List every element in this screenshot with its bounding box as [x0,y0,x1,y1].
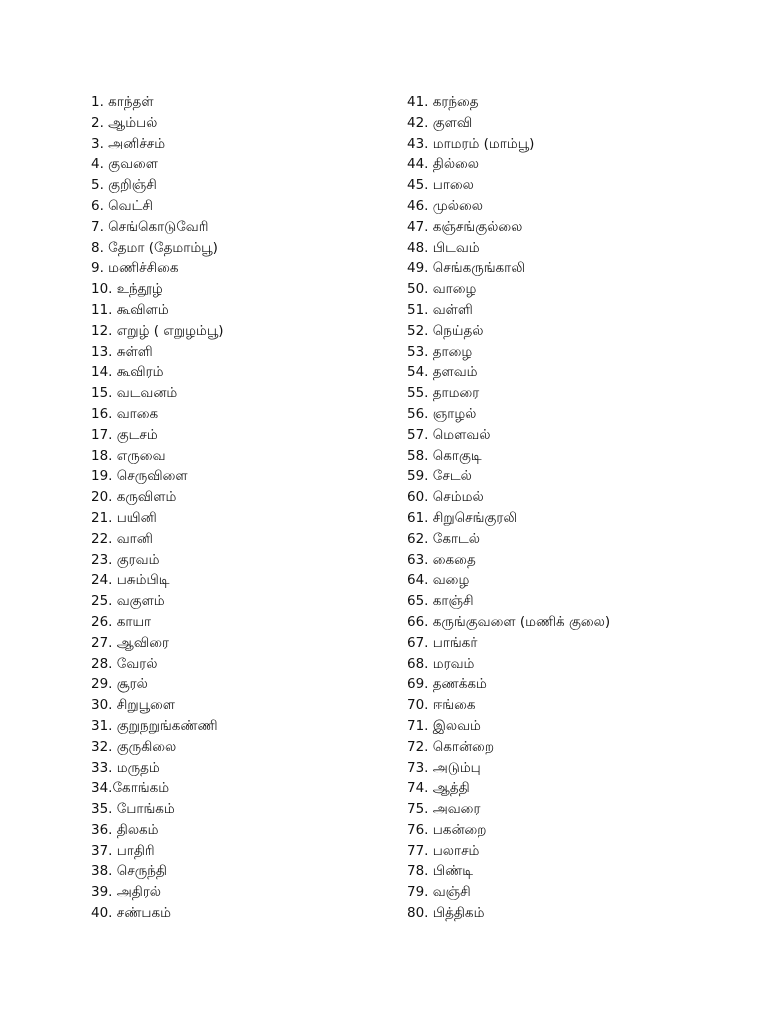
flower-list-item: 21. பயினி [91,509,157,526]
flower-list-item: 69. தணக்கம் [407,676,487,693]
flower-list-item: 14. கூவிரம் [91,364,164,381]
flower-list-item: 52. நெய்தல் [407,322,484,339]
flower-list-item: 29. சூரல் [91,676,148,693]
flower-list-item: 30. சிறுபூளை [91,697,175,714]
flower-list-item: 36. திலகம் [91,821,159,838]
flower-list-item: 59. சேடல் [407,468,472,485]
flower-list-item: 7. செங்கொடுவேரி [91,218,209,235]
flower-list-item: 31. குறுநறுங்கண்ணி [91,717,218,734]
flower-list-right-column [407,92,610,924]
flower-list-item: 56. ஞாழல் [407,405,477,422]
flower-list-item: 10. உந்தூழ் [91,281,163,298]
flower-list-item: 74. ஆத்தி [407,780,470,797]
flower-list-item: 13. சுள்ளி [91,343,153,360]
flower-list-item: 15. வடவனம் [91,385,178,402]
flower-list-item: 46. முல்லை [407,197,483,214]
flower-list-item: 26. காயா [91,613,152,630]
flower-list-item: 61. சிறுசெங்குரலி [407,509,518,526]
flower-list-item: 77. பலாசம் [407,842,480,859]
flower-list-item: 50. வாழை [407,281,477,298]
flower-list-item: 32. குருகிலை [91,738,177,755]
flower-list-item: 27. ஆவிரை [91,634,169,651]
flower-list-item: 79. வஞ்சி [407,884,471,901]
flower-list-item: 34.கோங்கம் [91,780,170,797]
flower-list-item: 8. தேமா (தேமாம்பூ) [91,239,218,256]
flower-list-item: 49. செங்கருங்காலி [407,260,525,277]
flower-list-item: 39. அதிரல் [91,884,162,901]
flower-list-item: 33. மருதம் [91,759,160,776]
flower-list-item: 20. கருவிளம் [91,489,177,506]
flower-list-item: 28. வேரல் [91,655,158,672]
flower-list-item: 6. வெட்சி [91,197,153,214]
flower-list-item: 12. எறுழ் ( எறுழம்பூ) [91,322,224,339]
flower-list-item: 23. குரவம் [91,551,160,568]
flower-list-item: 70. ஈங்கை [407,697,476,714]
flower-list-item: 18. எருவை [91,447,166,464]
flower-list-item: 37. பாதிரி [91,842,155,859]
flower-list-item: 71. இலவம் [407,717,481,734]
flower-list-item: 55. தாமரை [407,385,480,402]
flower-list-item: 41. கரந்தை [407,94,479,110]
flower-list-item: 75. அவரை [407,801,481,818]
flower-list-item: 45. பாலை [407,177,474,194]
flower-list-item: 65. காஞ்சி [407,593,474,610]
flower-list-item: 22. வானி [91,530,153,547]
flower-list-left-column [91,92,224,924]
flower-list-item: 44. தில்லை [407,156,480,173]
flower-list-item: 40. சண்பகம் [91,905,171,922]
flower-list-item: 68. மரவம் [407,655,475,672]
flower-list-item: 35. போங்கம் [91,801,175,818]
flower-list-item: 64. வழை [407,572,470,589]
flower-list-item: 76. பகன்றை [407,821,487,838]
flower-list-item: 51. வள்ளி [407,301,473,318]
flower-list-item: 66. கருங்குவளை (மணிக் குலை) [407,613,611,630]
flower-list-item: 16. வாகை [91,405,159,422]
flower-list-item: 43. மாமரம் (மாம்பூ) [407,135,535,152]
flower-list-item: 1. காந்தள் [91,94,154,110]
flower-list-item: 3. அனிச்சம் [91,135,166,152]
flower-list-item: 19. செருவிளை [91,468,188,485]
flower-list-item: 67. பாங்கர் [407,634,478,651]
flower-list-item: 58. கொகுடி [407,447,482,464]
flower-list-item: 25. வகுளம் [91,593,165,610]
flower-list-item: 54. தளவம் [407,364,478,381]
flower-list-item: 57. மௌவல் [407,426,491,443]
flower-list-item: 63. கைதை [407,551,476,568]
flower-list-item: 47. கஞ்சங்குல்லை [407,218,523,235]
flower-list-item: 5. குறிஞ்சி [91,177,157,194]
flower-list-item: 62. கோடல் [407,530,480,547]
flower-list-item: 24. பசும்பிடி [91,572,170,589]
flower-list-item: 48. பிடவம் [407,239,480,256]
flower-list-item: 60. செம்மல் [407,489,484,506]
flower-list-item: 2. ஆம்பல் [91,114,158,131]
flower-list-item: 80. பித்திகம் [407,905,485,922]
flower-list-item: 73. அடும்பு [407,759,481,776]
flower-list-item: 4. குவளை [91,156,158,173]
flower-list-item: 42. குளவி [407,114,473,131]
flower-list-item: 11. கூவிளம் [91,301,169,318]
flower-list-item: 53. தாழை [407,343,473,360]
flower-list-item: 72. கொன்றை [407,738,495,755]
flower-list-item: 78. பிண்டி [407,863,473,880]
flower-list-item: 9. மணிச்சிகை [91,260,179,277]
flower-list-item: 17. குடசம் [91,426,158,443]
flower-list-item: 38. செருந்தி [91,863,167,880]
